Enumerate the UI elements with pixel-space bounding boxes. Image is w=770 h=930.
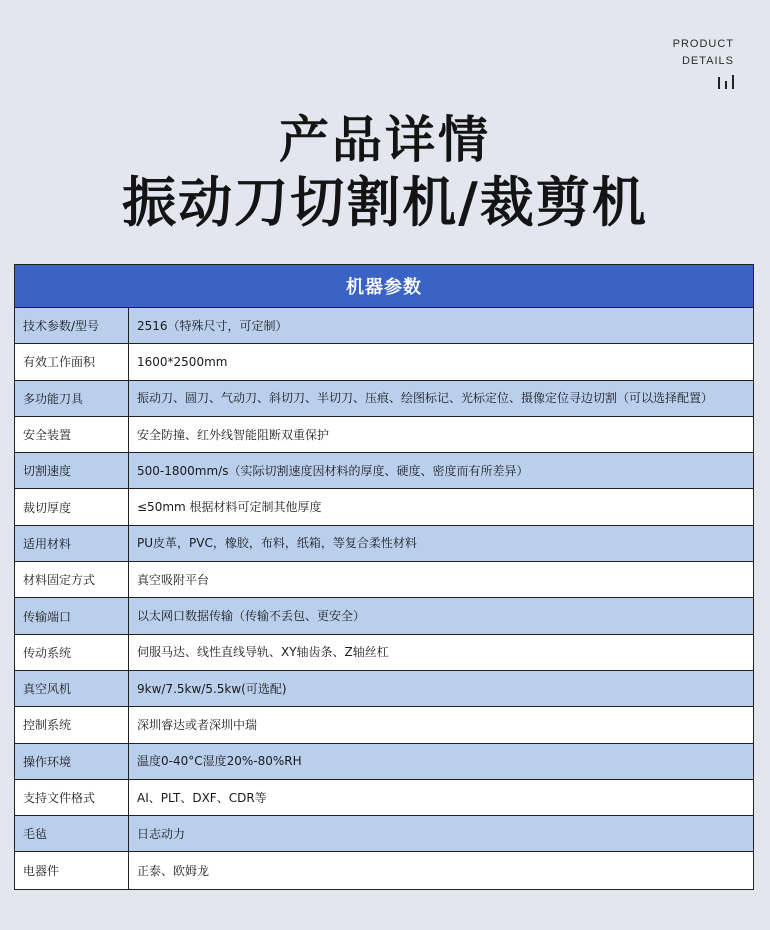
row-value: AI、PLT、DXF、CDR等 xyxy=(137,790,267,805)
table-row xyxy=(15,598,753,634)
row-label: 多功能刀具 xyxy=(15,381,129,416)
corner-bars-icon xyxy=(673,75,734,89)
row-value: 1600*2500mm xyxy=(137,354,228,369)
row-label: 传动系统 xyxy=(15,635,129,670)
table-header: 机器参数 xyxy=(15,265,753,308)
table-row xyxy=(15,489,753,525)
row-label: 操作环境 xyxy=(15,744,129,779)
row-value: 以太网口数据传输（传输不丢包、更安全） xyxy=(137,609,366,624)
row-value: 500-1800mm/s（实际切割速度因材料的厚度、硬度、密度而有所差异） xyxy=(137,463,529,478)
row-label: 真空风机 xyxy=(15,671,129,706)
row-label: 材料固定方式 xyxy=(15,562,129,597)
row-label: 传输端口 xyxy=(15,598,129,633)
table-row xyxy=(15,344,753,380)
row-value: 安全防撞、红外线智能阻断双重保护 xyxy=(137,427,330,442)
corner-line-details: DETAILS xyxy=(681,55,734,67)
row-label: 支持文件格式 xyxy=(15,780,129,815)
row-value: 正泰、欧姆龙 xyxy=(137,863,210,878)
row-value: 伺服马达、线性直线导轨、XY轴齿条、Z轴丝杠 xyxy=(137,645,389,660)
row-value: 2516（特殊尺寸，可定制） xyxy=(137,318,288,333)
row-label: 技术参数/型号 xyxy=(15,308,129,343)
table-row xyxy=(15,526,753,562)
row-label: 安全装置 xyxy=(15,417,129,452)
row-label: 裁切厚度 xyxy=(15,489,129,524)
table-row xyxy=(15,744,753,780)
row-label: 控制系统 xyxy=(15,707,129,742)
row-value: 深圳睿达或者深圳中瑞 xyxy=(137,717,258,732)
row-value: ≤50mm 根据材料可定制其他厚度 xyxy=(137,500,322,515)
row-value: 日志动力 xyxy=(137,826,186,841)
row-value: PU皮革，PVC，橡胶，布料，纸箱，等复合柔性材料 xyxy=(137,536,417,551)
product-details-label xyxy=(673,36,734,89)
corner-line-product: PRODUCT xyxy=(672,38,734,50)
row-value: 温度0-40°C湿度20%-80%RH xyxy=(137,754,302,769)
table-row xyxy=(15,635,753,671)
row-label: 切割速度 xyxy=(15,453,129,488)
table-row xyxy=(15,852,753,888)
table-row xyxy=(15,707,753,743)
table-row xyxy=(15,417,753,453)
row-label: 适用材料 xyxy=(15,526,129,561)
row-label: 毛毡 xyxy=(15,816,129,851)
page-subtitle: 振动刀切割机/裁剪机 xyxy=(122,171,648,234)
table-row xyxy=(15,816,753,852)
page-title: 产品详情 xyxy=(279,111,491,169)
spec-table xyxy=(14,264,754,890)
row-value: 振动刀、圆刀、气动刀、斜切刀、半切刀、压痕、绘图标记、光标定位、摄像定位寻边切割（可以选择配置） xyxy=(137,391,714,406)
table-row xyxy=(15,308,753,344)
table-row xyxy=(15,381,753,417)
row-label: 有效工作面积 xyxy=(15,344,129,379)
table-row xyxy=(15,562,753,598)
table-row xyxy=(15,453,753,489)
table-row xyxy=(15,671,753,707)
table-row xyxy=(15,780,753,816)
row-value: 9kw/7.5kw/5.5kw(可选配) xyxy=(137,681,287,696)
row-label: 电器件 xyxy=(15,852,129,888)
row-value: 真空吸附平台 xyxy=(137,572,210,587)
